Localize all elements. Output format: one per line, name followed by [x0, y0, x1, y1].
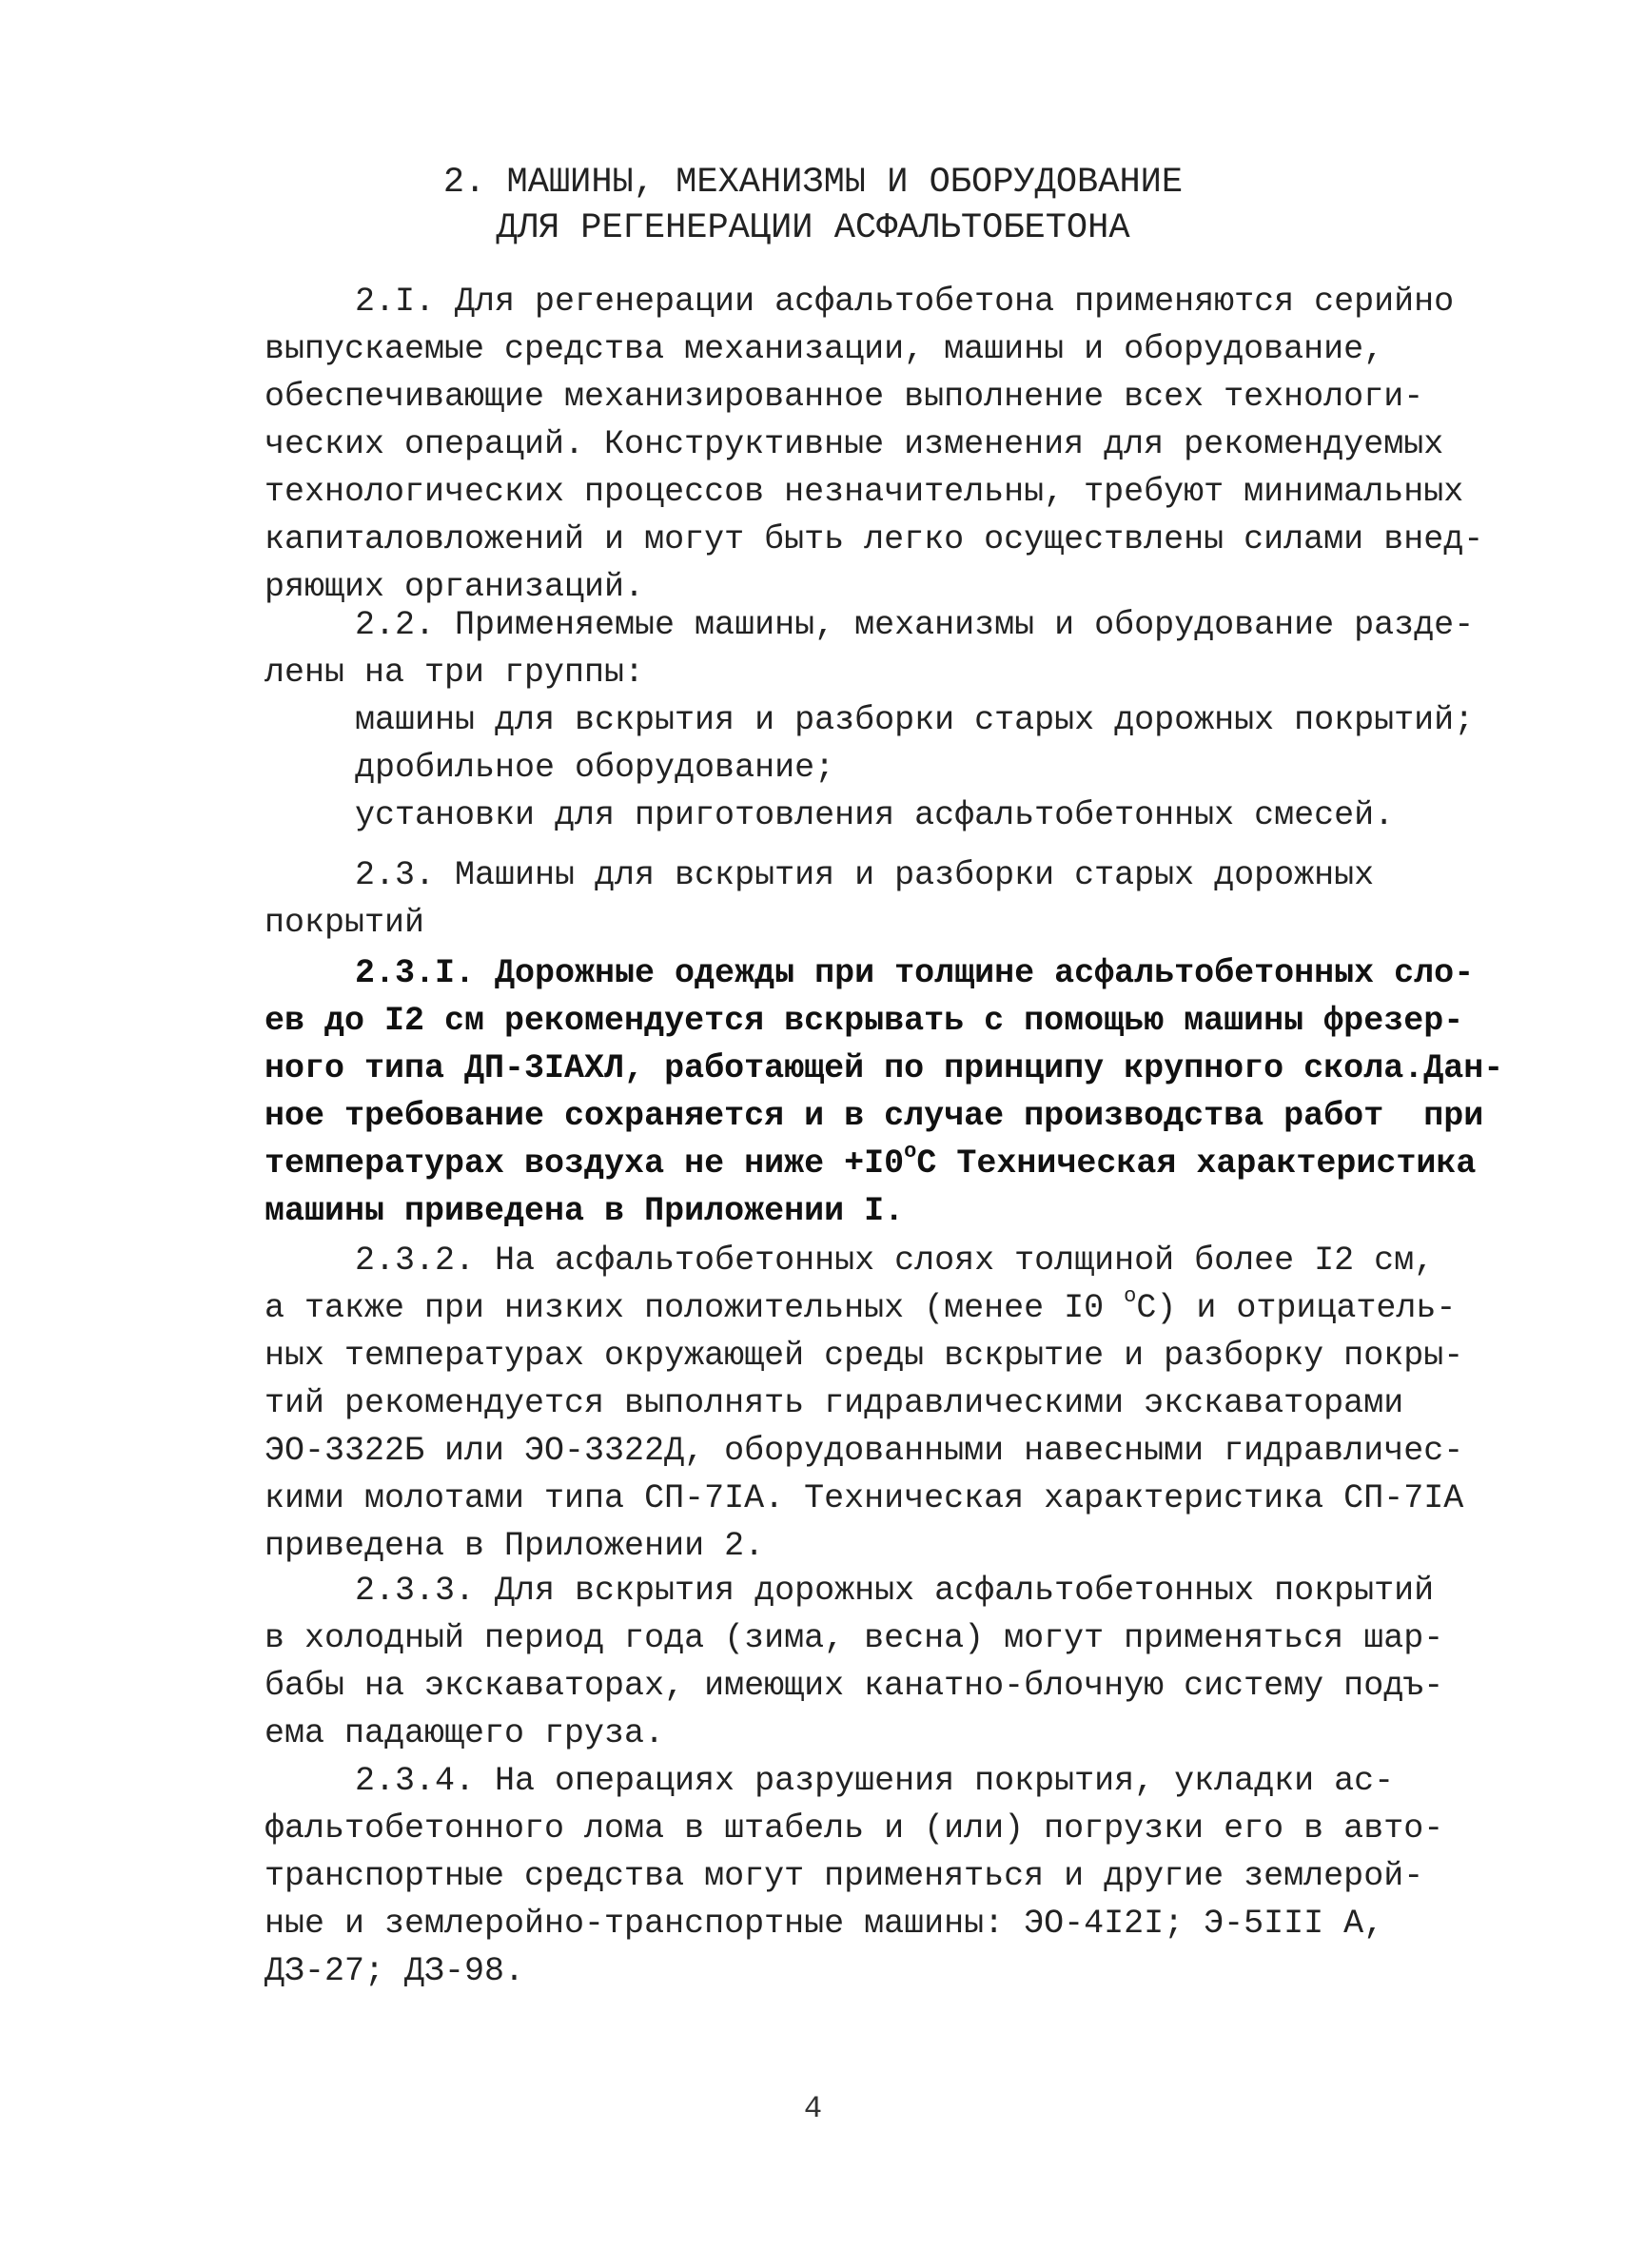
text-line: ряющих организаций. [264, 568, 645, 606]
text-line: 2.3. Машины для вскрытия и разборки старых дорожных [355, 856, 1375, 894]
text-line: тий рекомендуется выполнять гидравлическими экскаваторами [264, 1384, 1404, 1422]
text-line: 2.3.4. На операциях разрушения покрытия, укладки ас- [355, 1762, 1395, 1800]
text-line: капиталовложений и могут быть легко осуществлены силами внед- [264, 520, 1484, 558]
group-item: дробильное оборудование; [355, 749, 835, 787]
text-line: 2.2. Применяемые машины, механизмы и оборудование разде- [355, 606, 1475, 644]
paragraph-2-3-2 [264, 1237, 1464, 1570]
section-heading [0, 160, 1626, 251]
text-line: ЭО-3322Б или ЭО-3322Д, оборудованными навесными гидравличес- [264, 1432, 1464, 1470]
text-line: транспортные средства могут применяться и другие землерой- [264, 1857, 1424, 1895]
group-item: машины для вскрытия и разборки старых дорожных покрытий; [355, 701, 1475, 739]
text-fragment: С) и отрицатель- [1136, 1289, 1457, 1327]
text-fragment: С Техническая характеристика [916, 1144, 1477, 1183]
text-line: покрытий [264, 904, 425, 942]
text-line: 2.3.I. Дорожные одежды при толщине асфальтобетонных сло- [355, 954, 1475, 992]
paragraph-2-3-1 [264, 949, 1504, 1235]
text-line: ДЗ-27; ДЗ-98. [264, 1952, 525, 1990]
text-line: приведена в Приложении 2. [264, 1527, 765, 1565]
text-line: ные и землеройно-транспортные машины: ЭО-4I2I; Э-5III А, [264, 1905, 1384, 1943]
paragraph-2-2 [264, 601, 1475, 839]
text-line: выпускаемые средства механизации, машины и оборудование, [264, 330, 1384, 368]
text-line [264, 1140, 1477, 1187]
text-line: 2.I. Для регенерации асфальтобетона применяются серийно [355, 283, 1455, 321]
text-line: в холодный период года (зима, весна) могут применяться шар- [264, 1619, 1444, 1657]
text-line: ческих операций. Конструктивные изменения для рекомендуемых [264, 425, 1444, 463]
text-line: машины приведена в Приложении I. [264, 1192, 905, 1230]
paragraph-2-3 [264, 851, 1406, 947]
text-line: бабы на экскаваторах, имеющих канатно-блочную систему подъ- [264, 1667, 1444, 1705]
text-line: технологических процессов незначительны, требуют минимальных [264, 473, 1464, 511]
text-line: обеспечивающие механизированное выполнение всех технологи- [264, 378, 1424, 416]
text-line: кими молотами типа СП-7IА. Техническая характеристика СП-7IА [264, 1479, 1464, 1517]
text-line: ев до I2 см рекомендуется вскрывать с помощью машины фрезер- [264, 1002, 1464, 1040]
text-line: фальтобетонного лома в штабель и (или) погрузки его в авто- [264, 1809, 1444, 1848]
text-line: ема падающего груза. [264, 1714, 665, 1752]
text-line [264, 1284, 1457, 1332]
paragraph-2-3-4 [264, 1757, 1444, 1995]
text-fragment: а также при низких положительных (менее I0 [264, 1289, 1125, 1327]
text-line: ных температурах окружающей среды вскрытие и разборку покры- [264, 1337, 1464, 1375]
text-line: 2.3.2. На асфальтобетонных слоях толщиной более I2 см, [355, 1242, 1435, 1280]
group-item: установки для приготовления асфальтобетонных смесей. [355, 796, 1395, 834]
text-line: ного типа ДП-3IАХЛ, работающей по принципу крупного скола.Дан- [264, 1049, 1504, 1087]
text-line: лены на три группы: [264, 654, 645, 692]
text-line: 2.3.3. Для вскрытия дорожных асфальтобетонных покрытий [355, 1572, 1435, 1610]
paragraph-2-3-3 [264, 1567, 1444, 1757]
heading-line-2: ДЛЯ РЕГЕНЕРАЦИИ АСФАЛЬТОБЕТОНА [496, 208, 1130, 248]
paragraph-2-1 [264, 278, 1484, 611]
degree-superscript: о [1124, 1284, 1137, 1308]
page-number: 4 [803, 2091, 823, 2126]
text-fragment: температурах воздуха не ниже +I0 [264, 1144, 905, 1183]
heading-line-1: 2. МАШИНЫ, МЕХАНИЗМЫ И ОБОРУДОВАНИЕ [442, 163, 1184, 203]
degree-superscript: о [904, 1140, 917, 1163]
text-line: ное требование сохраняется и в случае производства работ при [264, 1097, 1484, 1135]
